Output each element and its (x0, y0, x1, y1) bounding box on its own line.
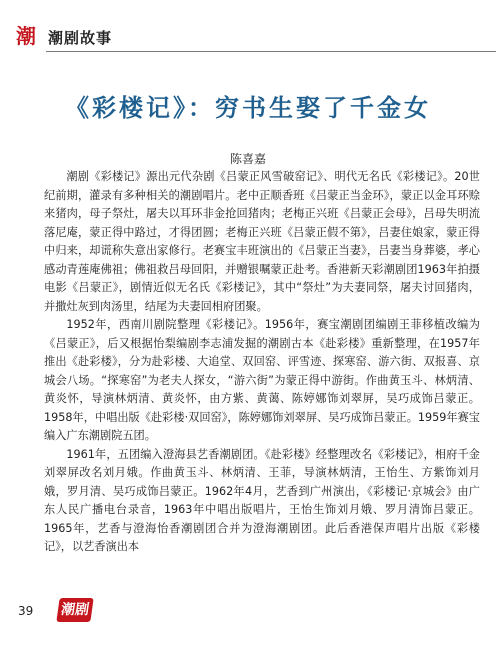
magazine-logo-icon: 潮 (16, 24, 36, 48)
header-divider (46, 51, 496, 52)
article-paragraph: 1952年，西南川剧院整理《彩楼记》。1956年，赛宝潮剧团编剧王菲移植改编为《吕蒙正》，后又根据怡梨编剧李志浦发掘的潮剧古本《赴彩楼》重新整理，在1957年推出《赴彩楼》，分为赴彩楼、大追堂、双回窑、评雪迹、探寒窑、游六街、双报喜、京城会八场。“探寒窑”为老夫人探女，“游六街”为蒙正得中游街。作曲黄玉斗、林炳清、黄炎怀，导演林炳清、黄炎怀，由方紫、黄蔼、陈婷娜饰刘翠屏，吴巧成饰吕蒙正。1958年，中唱出版《赴彩楼·双回窑》，陈婷娜饰刘翠屏、吴巧成饰吕蒙正。1959年赛宝编入广东潮剧院五团。 (44, 318, 480, 442)
page-number: 39 (18, 604, 34, 618)
article-body (44, 168, 480, 557)
article-paragraph: 潮剧《彩楼记》源出元代杂剧《吕蒙正风雪破窑记》、明代无名氏《彩楼记》。20世纪前期，灌录有多种相关的潮剧唱片。老中正顺香班《吕蒙正当金环》，蒙正以金耳环赊来猪肉，母子祭灶，屠夫以耳环非金抢回猪肉；老梅正兴班《吕蒙正会母》，吕母失明流落尼庵，蒙正得中路过，才得团圆；老梅正兴班《吕蒙正假不第》，吕妻住娘家，蒙正得中归来，却谎称失意出家修行。老赛宝丰班演出的《吕蒙正当妻》，吕妻当身葬婆，孝心感动青莲庵佛祖；佛祖救吕母回阳，并赠银嘱蒙正赴考。香港新天彩潮剧团1963年拍摄电影《吕蒙正》，剧情近似无名氏《彩楼记》，其中“祭灶”为夫妻同祭，屠夫讨回猪肉，并撒灶灰到肉汤里，结尾为夫妻回相府团聚。 (44, 170, 480, 313)
article-paragraph: 1961年，五团编入澄海县艺香潮剧团。《赴彩楼》经整理改名《彩楼记》，相府千金刘翠屏改名刘月娥。作曲黄玉斗、林炳清、王菲，导演林炳清，王怡生、方紫饰刘月娥，罗月清、吴巧成饰吕蒙正。1962年4月，艺香到广州演出，《彩楼记·京城会》由广东人民广播电台录音，1963年中唱出版唱片，王怡生饰刘月娥、罗月清饰吕蒙正。1965年，艺香与澄海怡香潮剧团合并为澄海潮剧团。此后香港保声唱片出版《彩楼记》，以艺香演出本 (44, 447, 480, 553)
page-header (0, 22, 496, 52)
article-title: 《彩楼记》：穷书生娶了千金女 (65, 93, 431, 122)
footer-logo: 潮剧 (56, 598, 93, 622)
section-title: 潮剧故事 (48, 29, 113, 47)
article-author: 陈喜嘉 (229, 152, 266, 166)
